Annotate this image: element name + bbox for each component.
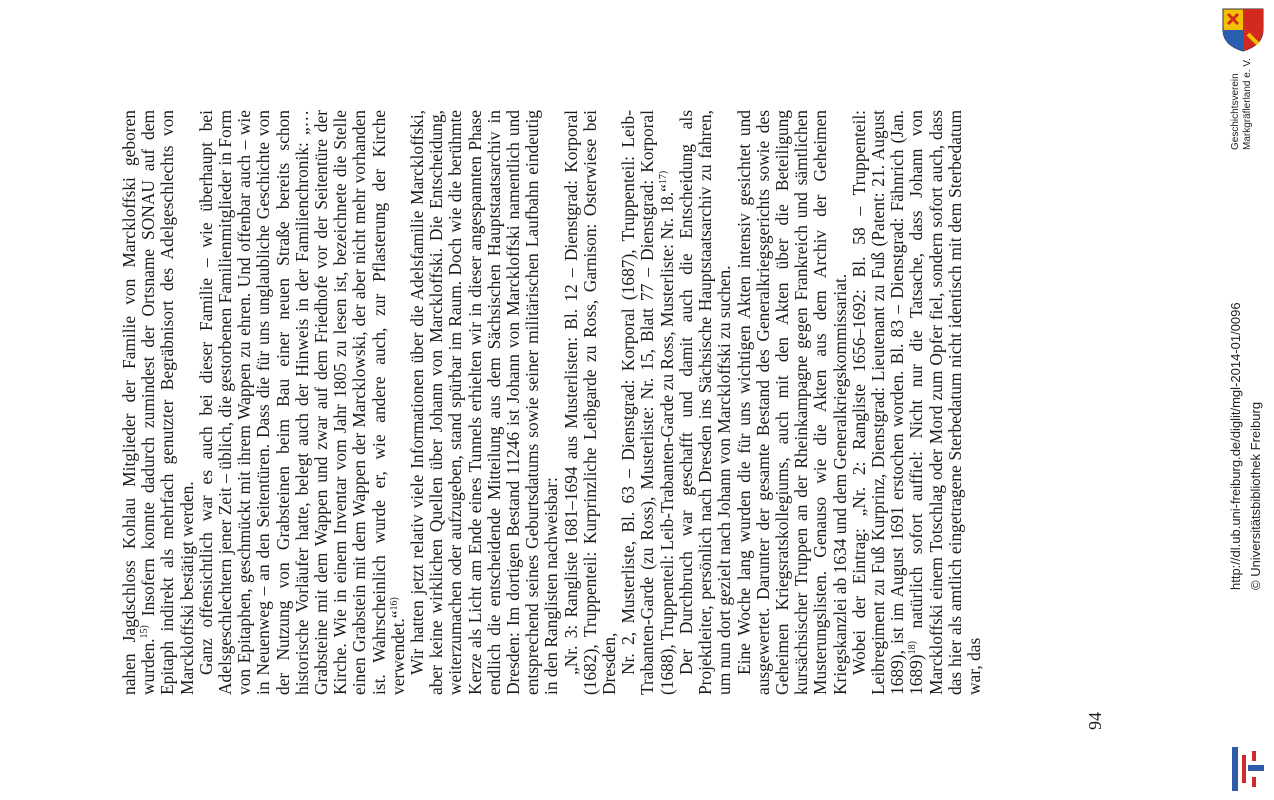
paragraph: Der Durchbruch war geschafft und damit auch die Entscheidung als Projektleiter, persönlich nach Dresden ins Sächsische Hauptstaatsarchiv zu fahren, um nun dort gezielt nach Johann von Marckloffski zu suchen.	[675, 110, 735, 695]
source-url[interactable]: http://dl.ub.uni-freiburg.de/diglit/mgl-2014-01/0096	[1228, 302, 1243, 590]
paragraph: Ganz offensichtlich war es auch bei dieser Familie – wie überhaupt bei Adelsgeschlechtern jener Zeit – üblich, die gestorbenen Familienmitglieder in Form von Epitaphen, geschmückt mit ihrem Wappen zu ehren. Und offenbar auch – wie in Neuenweg – an den Seitentüren. Dass die für uns unglaubliche Geschichte von der Nutzung von Grabsteinen beim Bau einer neuen Straße bereits schon historische Vorläufer hatte, belegt auch der Hinweis in der Familienchronik: „…Grabsteine mit dem Wappen und zwar auf dem Friedhofe vor der Seitentüre der Kirche. Wie in einem Inventar vom Jahr 1805 zu lesen ist, bezeichnete die Stelle einen Grabstein mit dem Wappen der Marcklowski, der aber nicht mehr vorhanden ist. Wahrscheinlich wurde er, wie andere auch, zur Pflasterung der Kirche verwendet.“$^{16)}$	[195, 110, 408, 695]
paragraph: Nr. 2, Musterliste, Bl. 63 – Dienstgrad: Korporal (1687), Truppenteil: Leib-Trabanten-Garde (zu Ross), Musterliste: Nr. 15, Blatt 77 – Dienstgrad: Korporal (1688), Truppenteil: Leib-Trabanten-Garde zu Ross, Musterliste: Nr. 18.“$^{17)}$	[618, 110, 677, 695]
paragraph: nahen Jagdschloss Kohlau Mitglieder der Familie von Marckloffski geboren wurden.$^{15)}$ Insofern konnte dadurch zumindest der Ortsname SONAU auf dem Epitaph indirekt als mehrfach genutzter Begräbnisort des Adelgeschlechts von Marckloffski bestätigt werden.	[119, 110, 197, 695]
book-page	[0, 40, 1175, 760]
society-name-line1: Geschichtsverein	[1230, 73, 1241, 150]
society-name-line2: Markgräflerland e. V.	[1242, 58, 1253, 150]
paragraph: Eine Woche lang wurden die für uns wichtigen Akten intensiv gesichtet und ausgewertet. Darunter der gesamte Bestand des Generalkriegsgerichts sowie des Geheimen Kriegsratskollegiums, auch mit den Akten über die Beteiligung kursächsischer Truppen an der Rheinkampagne gegen Frankreich und sämtlichen Musterungslisten. Genauso wie die Akten aus dem Archiv der Geheimen Kriegskanzlei ab 1634 und dem Generalkriegskommissariat.	[733, 110, 850, 695]
page-body-text	[120, 110, 984, 695]
society-name	[1230, 58, 1254, 150]
page-number: 94	[1085, 712, 1105, 730]
paragraph: Wobei der Eintrag: „Nr. 2: Rangliste 1656–1692: Bl. 58 – Truppenteil: Leibregiment zu Fuß Kurprinz, Dienstgrad: Lieutenant zu Fuß (Patent: 21. August 1689), ist im August 1691 erstochen worden. Bl. 83 – Dienstgrad: Fähnrich (Jan. 1689)$^{18)}$ natürlich sofort auffiel: Nicht nur die Tatsache, dass Johann von Marckloffski einem Totschlag oder Mord zum Opfer fiel, sondern sofort auch, dass das hier als amtlich eingetragene Sterbedatum nicht identisch mit dem Sterbedatum war, das	[848, 110, 984, 695]
copyright-notice: © Universitätsbibliothek Freiburg	[1248, 401, 1263, 590]
paragraph: „Nr. 3: Rangliste 1681–1694 aus Musterlisten: Bl. 12 – Dienstgrad: Korporal (1682), Truppenteil: Kurprinzliche Leibgarde zu Ross, Garnison: Osterwiese bei Dresden,	[560, 110, 620, 695]
paragraph: Wir hatten jetzt relativ viele Informationen über die Adelsfamilie Marckloffski, aber keine wirklichen Quellen über Johann von Marckloffski. Die Entscheidung, weiterzumachen oder aufzugeben, stand spürbar im Raum. Doch wie die berühmte Kerze als Licht am Ende eines Tunnels erhielten wir in dieser angespannten Phase endlich die entscheidende Mitteilung aus dem Sächsischen Hauptstaatsarchiv in Dresden: Im dortigen Bestand 11246 ist Johann von Marckloffski namentlich und entsprechend seines Geburtsdatums sowie seiner militärischen Laufbahn eindeutig in den Ranglisten nachweisbar:	[407, 110, 562, 695]
viewer-sidebar	[1218, 0, 1274, 800]
sidebar-rotated-content	[1218, 0, 1274, 800]
university-library-logo-icon	[1228, 745, 1268, 793]
coat-of-arms-icon	[1220, 6, 1266, 52]
